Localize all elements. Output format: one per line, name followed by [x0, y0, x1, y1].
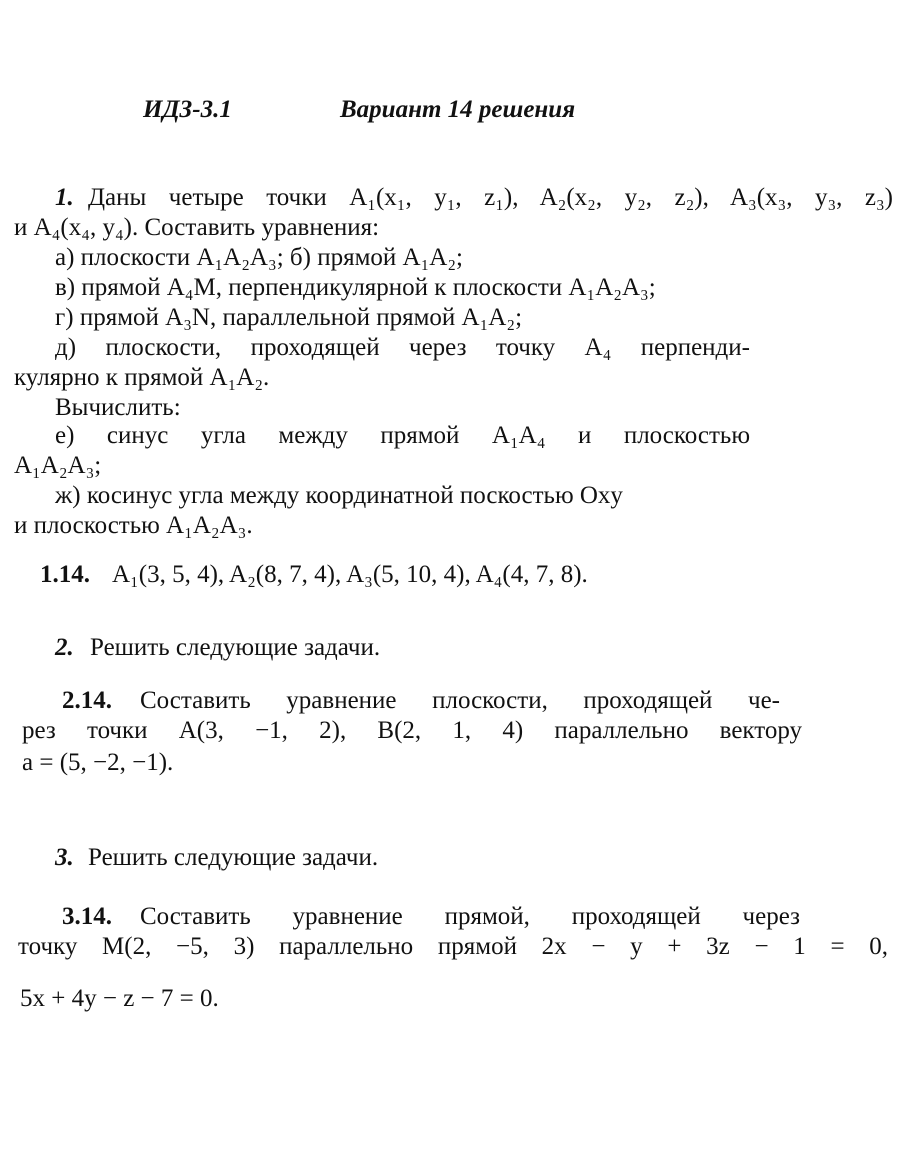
task-1-14-number: 1.14. — [40, 561, 90, 588]
task-2-text: Решить следующие задачи. — [90, 634, 381, 661]
task-1-line: в) прямой A₄M, перпендикулярной к плоскости A₁A₂A₃; — [55, 274, 656, 301]
task-1-line: Вычислить: — [55, 394, 181, 421]
task-3-14-line: 5x + 4y − z − 7 = 0. — [20, 985, 219, 1012]
task-1-line: е) синус угла между прямой A₁A₄ и плоскостью — [55, 422, 750, 449]
task-2-number: 2. — [55, 634, 74, 661]
task-1-line: и плоскостью A₁A₂A₃. — [14, 512, 253, 539]
task-1-line: Даны четыре точки A₁(x₁, y₁, z₁), A₂(x₂, y₂, z₂), A₃(x₃, y₃, z₃) — [88, 184, 893, 211]
task-1-line: и A₄(x₄, y₄). Составить уравнения: — [14, 214, 380, 241]
task-1-line: A₁A₂A₃; — [14, 452, 102, 479]
task-3-14-number: 3.14. — [62, 903, 112, 930]
document-code: ИДЗ-3.1 — [143, 96, 232, 123]
task-2-14-number: 2.14. — [62, 687, 112, 714]
task-2-14-line: Составить уравнение плоскости, проходящей че- — [140, 687, 780, 714]
task-1-14-points: A₁(3, 5, 4), A₂(8, 7, 4), A₃(5, 10, 4), A₄(4, 7, 8). — [112, 561, 588, 588]
task-1-line: ж) косинус угла между координатной поскостью Oxy — [55, 482, 623, 509]
task-2-14-line: рез точки A(3, −1, 2), B(2, 1, 4) параллельно вектору — [22, 717, 802, 744]
task-3-14-line: Составить уравнение прямой, проходящей через — [140, 903, 800, 930]
task-3-text: Решить следующие задачи. — [88, 844, 379, 871]
task-3-number: 3. — [55, 844, 74, 871]
task-1-line: кулярно к прямой A₁A₂. — [14, 364, 270, 391]
document-variant: Вариант 14 решения — [340, 96, 576, 123]
task-3-14-line: точку M(2, −5, 3) параллельно прямой 2x − y + 3z − 1 = 0, — [18, 933, 888, 960]
task-1-line: а) плоскости A₁A₂A₃; б) прямой A₁A₂; — [55, 244, 464, 271]
task-1-line: д) плоскости, проходящей через точку A₄ перпенди- — [55, 334, 750, 361]
task-2-14-line: a = (5, −2, −1). — [22, 749, 174, 776]
task-1-line: г) прямой A₃N, параллельной прямой A₁A₂; — [55, 304, 523, 331]
task-1-number: 1. — [55, 184, 74, 211]
